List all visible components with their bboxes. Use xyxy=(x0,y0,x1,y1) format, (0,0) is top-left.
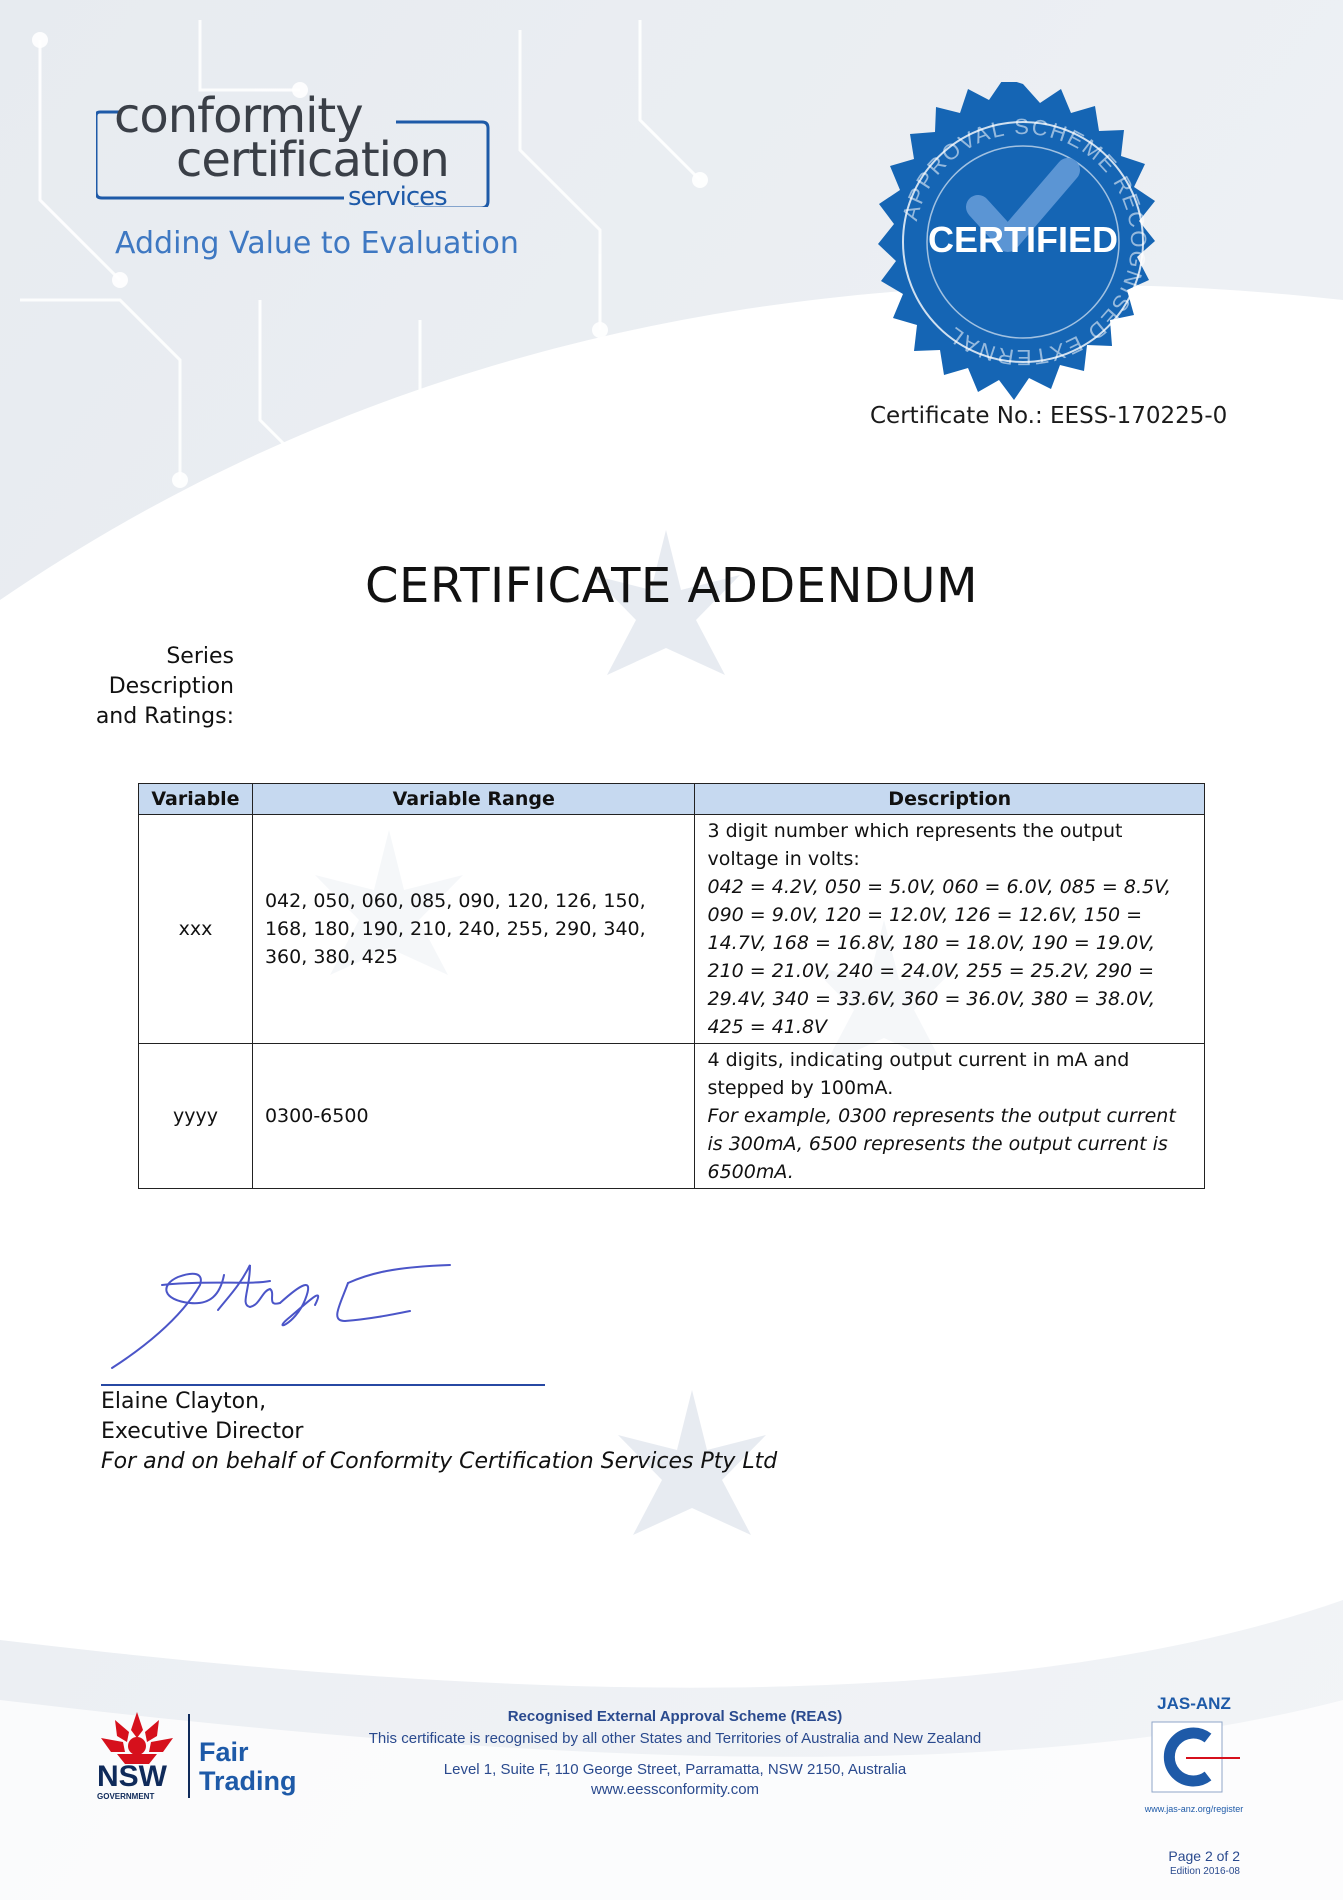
description-text: 4 digits, indicating output current in mA and stepped by 100mA. xyxy=(707,1049,1130,1099)
signature xyxy=(100,1255,460,1375)
series-label-line-1: Series xyxy=(166,644,234,669)
footer-scheme-info xyxy=(330,1706,1020,1800)
signatory-name: Elaine Clayton, xyxy=(101,1389,267,1414)
signatory-on-behalf: For and on behalf of Conformity Certification Services Pty Ltd xyxy=(101,1449,778,1474)
column-header-range: Variable Range xyxy=(252,784,695,815)
fair-trading-wordmark xyxy=(199,1738,297,1796)
tagline: Adding Value to Evaluation xyxy=(115,226,519,261)
column-header-variable: Variable xyxy=(139,784,253,815)
seal-text: CERTIFIED xyxy=(927,219,1119,260)
logo-line-2: certification xyxy=(176,132,449,188)
logo-divider xyxy=(188,1714,190,1798)
series-label-line-2: Description xyxy=(108,674,234,699)
variable-cell: xxx xyxy=(139,815,253,1044)
company-logo xyxy=(96,88,496,212)
range-cell: 042, 050, 060, 085, 090, 120, 126, 150, 168, 180, 190, 210, 240, 255, 290, 340, 360, 380, 425 xyxy=(252,815,695,1044)
recognition-statement: This certificate is recognised by all other States and Territories of Australia and New Zealand xyxy=(368,1730,982,1747)
website: www.eessconformity.com xyxy=(590,1781,760,1798)
ratings-table xyxy=(138,783,1205,1189)
column-header-description: Description xyxy=(695,784,1205,815)
jas-anz-logo xyxy=(1132,1694,1256,1824)
signature-line xyxy=(101,1384,545,1386)
page-number: Page 2 of 2 xyxy=(1168,1848,1240,1864)
nsw-wordmark: NSW xyxy=(97,1760,167,1793)
jas-anz-register-url: www.jas-anz.org/register xyxy=(1144,1804,1244,1814)
fair-text: Fair xyxy=(199,1737,249,1767)
signatory-block xyxy=(101,1387,777,1477)
description-example: For example, 0300 represents the output current is 300mA, 6500 represents the output current is 6500mA. xyxy=(707,1105,1176,1183)
description-text: 3 digit number which represents the output voltage in volts: xyxy=(707,820,1123,870)
description-cell xyxy=(695,815,1205,1044)
table-row xyxy=(139,1044,1205,1189)
table-row xyxy=(139,815,1205,1044)
edition: Edition 2016-08 xyxy=(1169,1866,1240,1877)
address: Level 1, Suite F, 110 George Street, Parramatta, NSW 2150, Australia xyxy=(443,1761,907,1778)
description-example: 042 = 4.2V, 050 = 5.0V, 060 = 6.0V, 085 = 8.5V, 090 = 9.0V, 120 = 12.0V, 126 = 12.6V, 150 = 14.7V, 168 = 16.8V, 180 = 18.0V, 190 = 19.0V, 210 = 21.0V, 240 = 24.0V, 255 = 25.2V, 290 = 29.4V, 340 = 33.6V, 360 = 36.0V, 380 = 38.0V, 425 = 41.8V xyxy=(707,876,1171,1038)
table-header-row xyxy=(139,784,1205,815)
jas-anz-emblem-icon xyxy=(1146,1720,1242,1796)
page-title: CERTIFICATE ADDENDUM xyxy=(365,558,978,614)
series-description-label xyxy=(90,642,234,732)
jas-anz-title: JAS-ANZ xyxy=(1157,1694,1231,1713)
range-cell: 0300-6500 xyxy=(252,1044,695,1189)
waratah-icon xyxy=(97,1708,177,1766)
trading-text: Trading xyxy=(199,1766,297,1796)
description-cell xyxy=(695,1044,1205,1189)
series-label-line-3: and Ratings: xyxy=(95,704,234,729)
certificate-number: Certificate No.: EESS-170225-0 xyxy=(870,403,1228,429)
nsw-government-text: GOVERNMENT xyxy=(97,1792,155,1801)
nsw-fair-trading-logo xyxy=(95,1708,325,1800)
signatory-role: Executive Director xyxy=(101,1419,304,1444)
certified-seal-icon xyxy=(856,82,1190,416)
logo-line-3: services xyxy=(348,182,447,212)
variable-cell: yyyy xyxy=(139,1044,253,1189)
seal-ring-text: APPROVAL SCHEME RECOGNISED EXTERNAL xyxy=(897,113,1152,371)
scheme-name: Recognised External Approval Scheme (REAS) xyxy=(507,1708,843,1725)
logo-line-1: conformity xyxy=(114,88,363,144)
